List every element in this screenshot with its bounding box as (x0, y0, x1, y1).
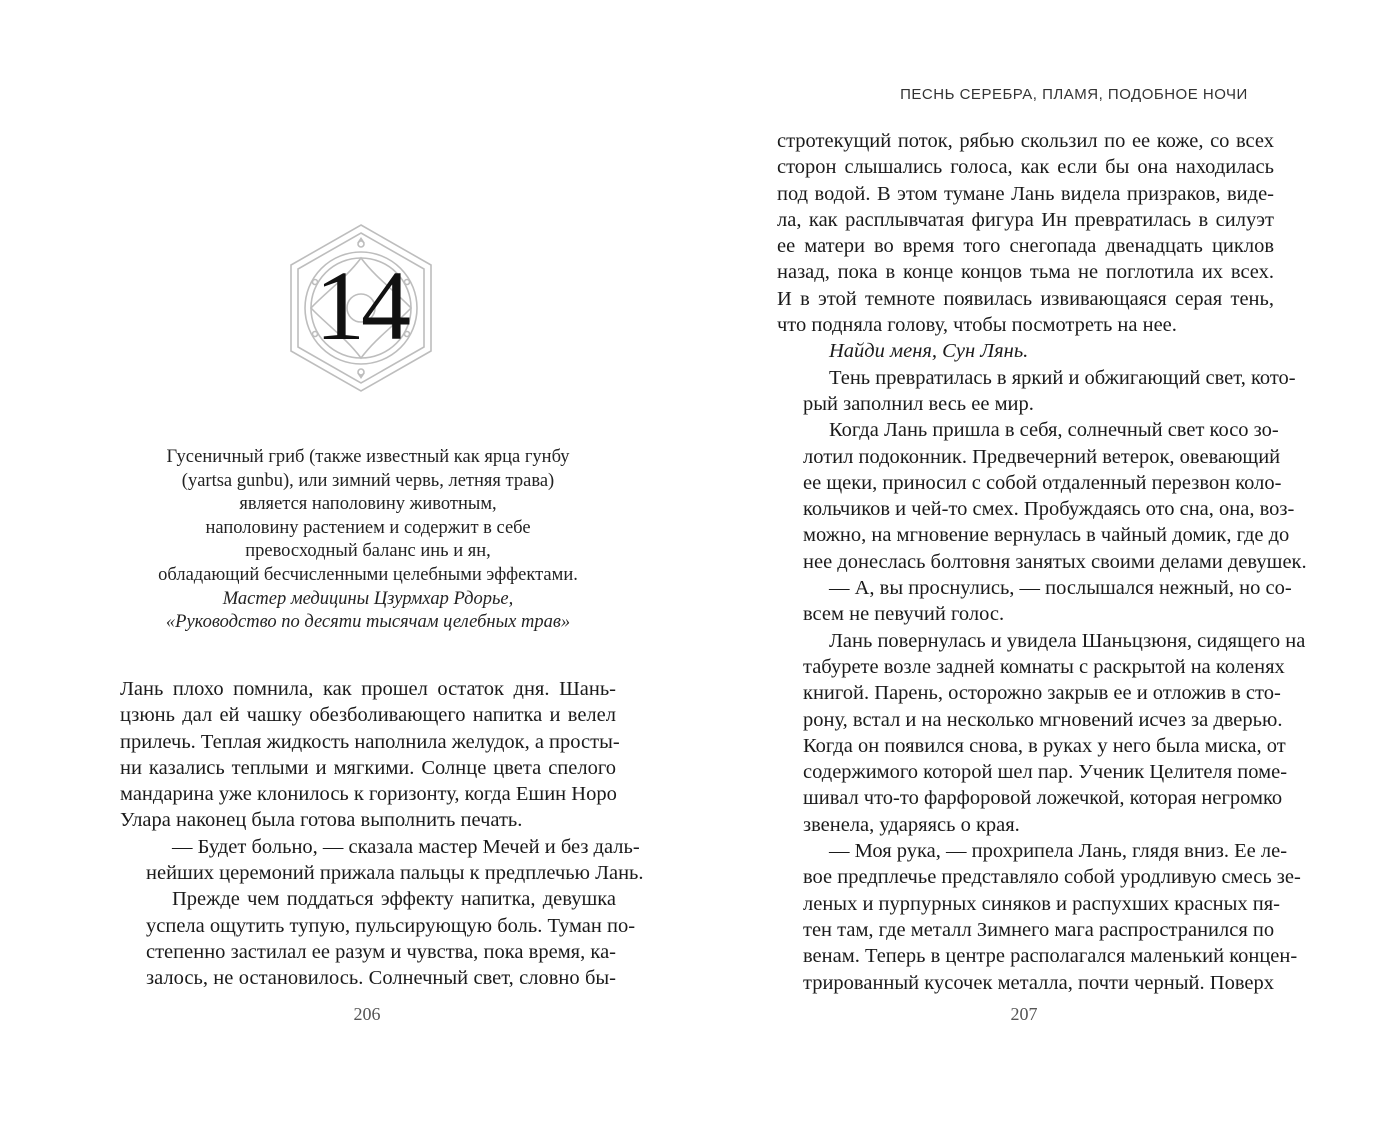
paragraph (120, 834, 644, 887)
epigraph-line: обладающий бесчисленными целебными эффектами. (158, 564, 578, 585)
text-line: содержимого которой шел пар. Ученик Целителя поме- (803, 761, 1288, 784)
paragraph (777, 575, 1292, 628)
text-line: тен там, где металл Зимнего мага распространился по (803, 918, 1275, 941)
text-line: рону, встал и на несколько мгновений исчез за дверью. (803, 708, 1283, 731)
text-line: Лань плохо помнила, как прошел остаток дня. Шань- (120, 678, 616, 700)
text-line: можно, на мгновение вернулась в чайный домик, где до (803, 524, 1290, 547)
text-line: книгой. Парень, осторожно закрыв ее и отложив в сто- (803, 682, 1281, 705)
text-line: табурете возле задней комнаты с раскрытой на коленях (803, 655, 1285, 678)
chapter-emblem (286, 222, 436, 394)
text-line: мандарина уже клонилось к горизонту, когда Ешин Норо (120, 783, 617, 806)
text-line: кольчиков и чей-то смех. Пробуждаясь ото сна, она, воз- (803, 498, 1295, 521)
text-line: Прежде чем поддаться эффекту напитка, девушка (172, 888, 616, 911)
paragraph (777, 838, 1301, 996)
epigraph-line: является наполовину животным, (239, 494, 497, 515)
text-line: лотил подоконник. Предвечерний ветерок, овевающий (803, 445, 1281, 468)
text-line: назад, пока в конце концов тьма не поглотила их всех. (777, 261, 1274, 284)
paragraph (777, 417, 1307, 575)
epigraph-line: (yartsa gunbu), или зимний червь, летняя трава) (181, 470, 555, 491)
running-head: ПЕСНЬ СЕРЕБРА, ПЛАМЯ, ПОДОБНОЕ НОЧИ (900, 86, 1248, 103)
paragraph (777, 365, 1296, 418)
text-line: И в этой темноте появилась извивающаяся серая тень, (777, 287, 1274, 310)
epigraph-attribution-author: Мастер медицины Цзурмхар Рдорье, (222, 588, 514, 609)
text-line: Лань повернулась и увидела Шаньцзюня, сидящего на (829, 629, 1306, 652)
paragraph (120, 886, 636, 991)
text-line: леных и пурпурных синяков и распухших красных пя- (803, 892, 1280, 915)
text-line: под водой. В этом тумане Лань видела призраков, виде- (777, 182, 1274, 205)
epigraph-line: Гусеничный гриб (также известный как ярца гунбу (166, 447, 570, 467)
left-page-body (120, 676, 644, 992)
text-line: рый заполнил весь ее мир. (803, 392, 1034, 415)
epigraph (120, 446, 616, 635)
text-line: цзюнь дал ей чашку обезболивающего напитка и велел (120, 704, 616, 727)
paragraph (777, 128, 1274, 338)
chapter-number: 14 (315, 250, 407, 361)
text-line: звенела, ударяясь о края. (803, 813, 1020, 836)
text-line: — Моя рука, — прохрипела Лань, глядя вниз. Ее ле- (829, 840, 1288, 863)
text-line: сторон слышались голоса, как если бы она находилась (777, 156, 1274, 179)
right-page-body (777, 128, 1307, 996)
text-line: ее матери во время того снегопада двенадцать циклов (777, 235, 1274, 258)
epigraph-line: превосходный баланс инь и ян, (245, 541, 491, 562)
paragraph (120, 676, 620, 834)
text-line: шивал что-то фарфоровой ложечкой, которая негромко (803, 787, 1283, 810)
text-line: что подняла голову, чтобы посмотреть на нее. (777, 314, 1177, 337)
paragraph (777, 338, 1274, 364)
text-line: всем не певучий голос. (803, 603, 1005, 626)
epigraph-attribution-source: «Руководство по десяти тысячам целебных трав» (165, 612, 571, 633)
text-line: Найди меня, Сун Лянь. (829, 340, 1029, 363)
text-line: трированный кусочек металла, почти черный. Поверх (803, 971, 1274, 994)
text-line: нее донеслась болтовня занятых своими делами девушек. (803, 550, 1307, 573)
epigraph-line: наполовину растением и содержит в себе (205, 517, 531, 538)
right-page (697, 0, 1394, 1125)
text-line: успела ощутить тупую, пульсирующую боль. Туман по- (146, 914, 636, 937)
paragraph (777, 628, 1306, 838)
text-line: степенно застилал ее разум и чувства, пока время, ка- (146, 940, 616, 963)
text-line: прилечь. Теплая жидкость наполнила желудок, а просты- (120, 730, 620, 753)
text-line: нейших церемоний прижала пальцы к предплечью Лань. (146, 862, 644, 885)
text-line: Тень превратилась в яркий и обжигающий свет, кото- (829, 366, 1296, 389)
text-line: стротекущий поток, рябью скользил по ее коже, со всех (777, 130, 1274, 152)
text-line: — А, вы проснулись, — послышался нежный, но со- (829, 577, 1292, 600)
page-number: 206 (353, 1004, 381, 1024)
text-line: — Будет больно, — сказала мастер Мечей и без даль- (172, 835, 640, 858)
text-line: залось, не остановилось. Солнечный свет, словно бы- (146, 967, 616, 990)
text-line: Когда он появился снова, в руках у него была миска, от (803, 734, 1286, 757)
text-line: ни казались теплыми и мягкими. Солнце цвета спелого (120, 756, 616, 779)
text-line: ла, как расплывчатая фигура Ин превратилась в силуэт (777, 208, 1274, 231)
text-line: Когда Лань пришла в себя, солнечный свет косо зо- (829, 419, 1279, 442)
text-line: Улара наконец была готова выполнить печать. (120, 809, 523, 832)
text-line: венам. Теперь в центре располагался маленький концен- (803, 945, 1298, 968)
text-line: ее щеки, приносил с собой отдаленный перезвон коло- (803, 471, 1282, 494)
page-number: 207 (1010, 1004, 1038, 1024)
text-line: вое предплечье представляло собой уродливую смесь зе- (803, 866, 1301, 889)
